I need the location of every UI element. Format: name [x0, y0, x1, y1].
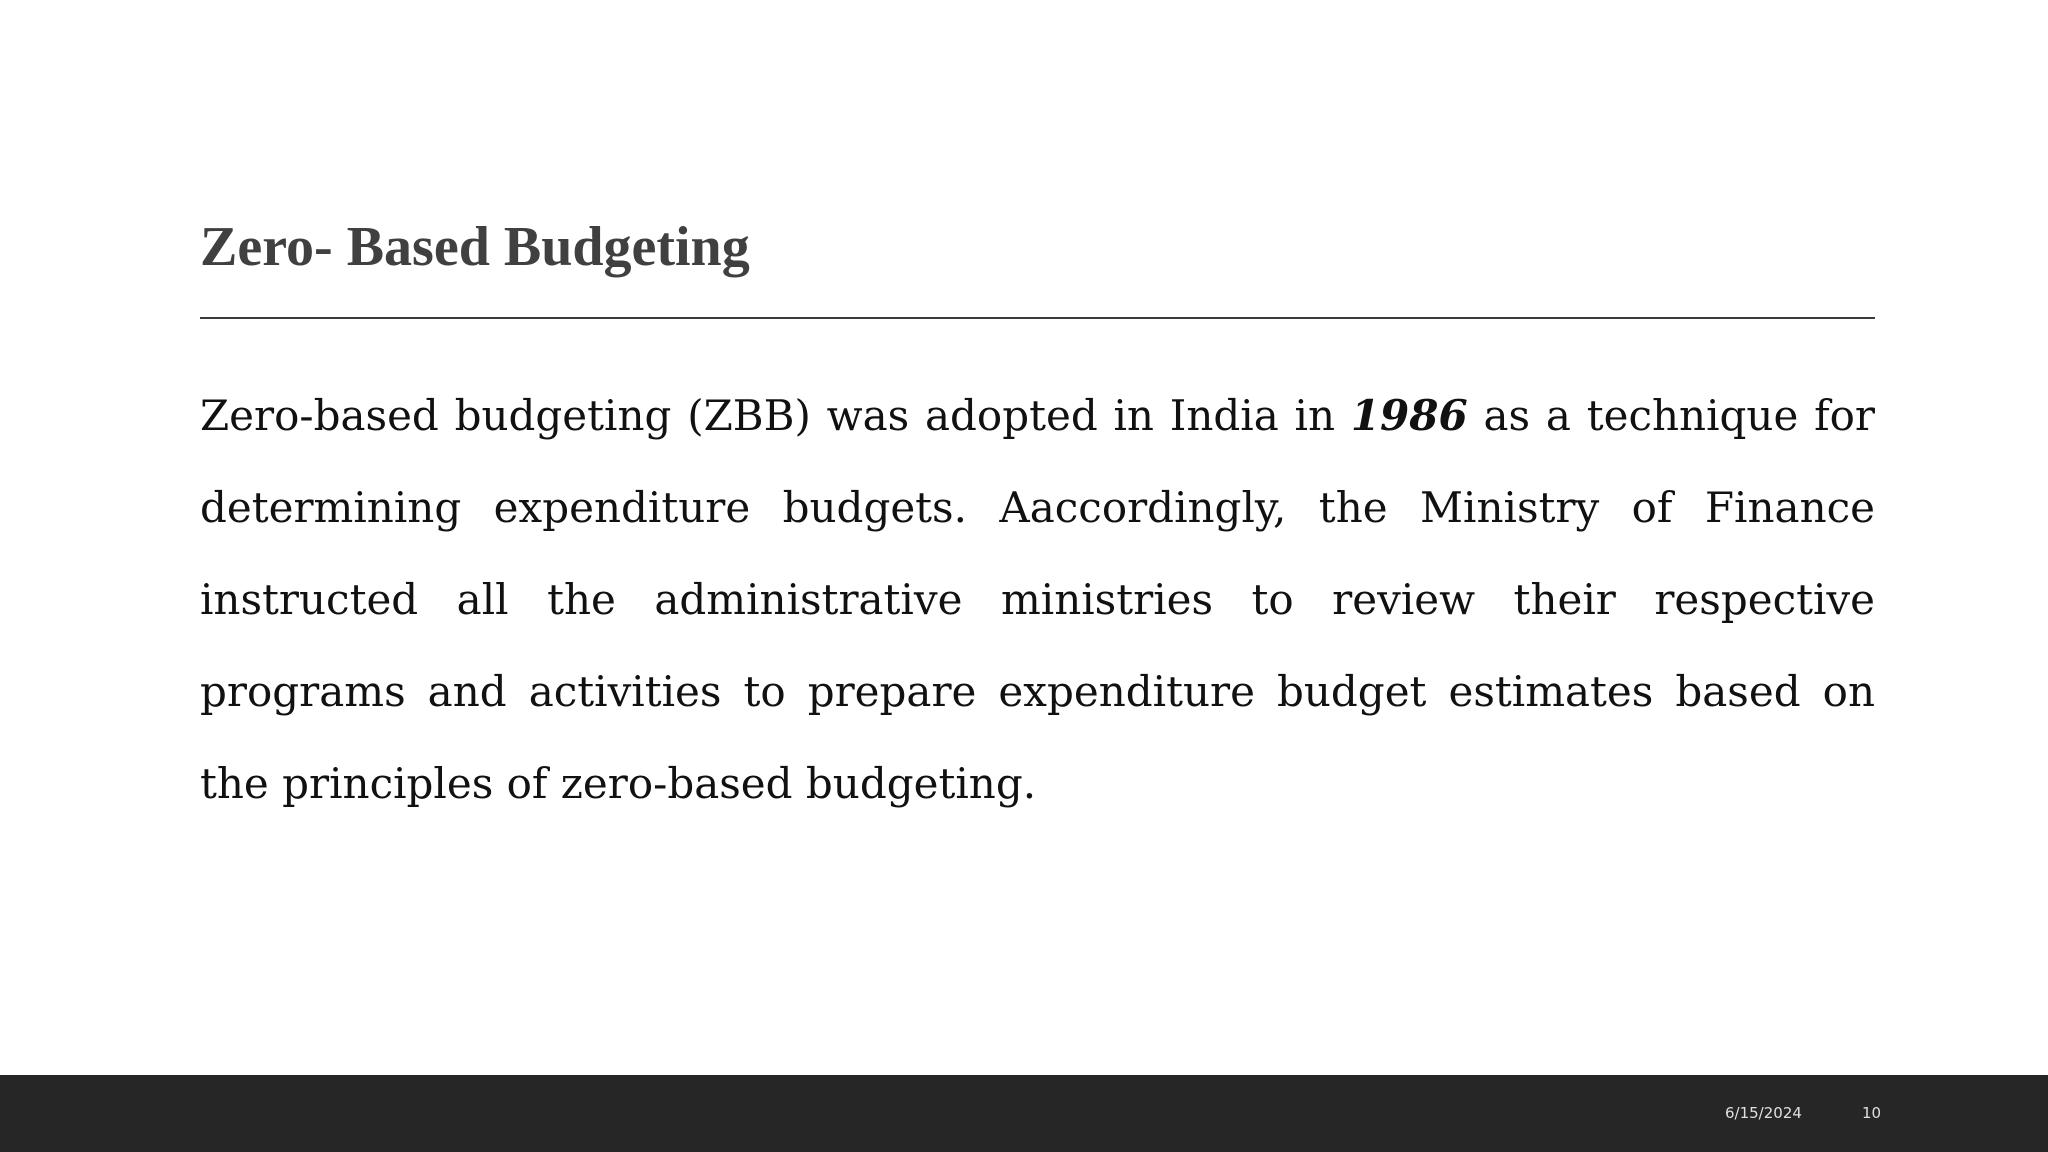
body-paragraph: [200, 370, 1875, 830]
title-divider: [200, 317, 1875, 319]
footer-bar: [0, 1075, 2048, 1152]
highlighted-year: 1986: [1350, 391, 1468, 440]
body-text-start: Zero-based budgeting (ZBB) was adopted in India in: [200, 391, 1351, 440]
body-text-end: as a technique for determining expenditure budgets. Aaccordingly, the Ministry of Finance instructed all the administrative ministries to review their respective programs and activities to prepare expenditure budget estimates based on the principles of zero-based budgeting.: [200, 391, 1875, 808]
slide-number: 10: [1862, 1104, 1882, 1122]
slide-title: Zero- Based Budgeting: [200, 216, 750, 278]
footer-date: 6/15/2024: [1725, 1104, 1802, 1122]
